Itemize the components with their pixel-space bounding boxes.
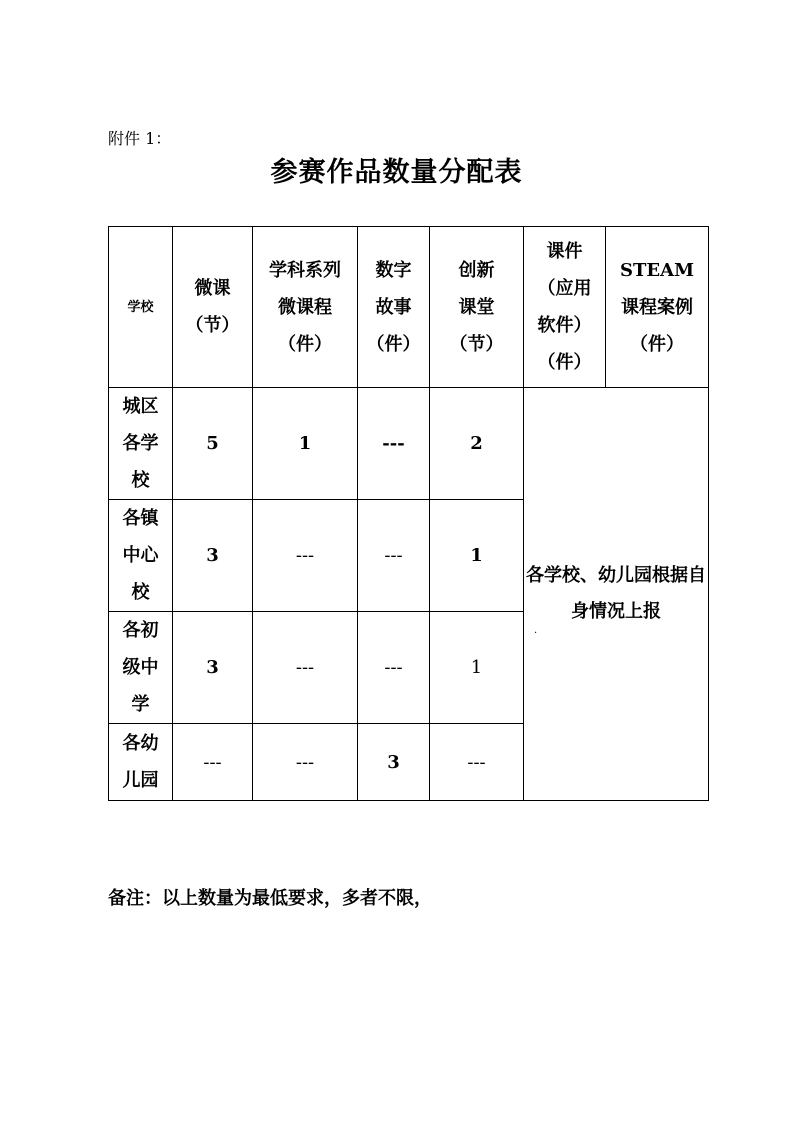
value-cell: --- bbox=[253, 724, 358, 801]
footnote: 备注：以上数量为最低要求，多者不限， bbox=[108, 888, 432, 909]
value-cell: --- bbox=[253, 612, 358, 724]
school-cell: 各初 级中 学 bbox=[109, 612, 173, 724]
merged-dot: . bbox=[534, 625, 538, 636]
header-school: 学校 bbox=[109, 227, 173, 388]
value-cell: 5 bbox=[173, 388, 253, 500]
school-cell: 各镇 中心 校 bbox=[109, 500, 173, 612]
value-cell: 3 bbox=[173, 500, 253, 612]
value-cell: 3 bbox=[173, 612, 253, 724]
value-cell: --- bbox=[430, 724, 524, 801]
value-cell: 3 bbox=[358, 724, 430, 801]
allocation-table bbox=[108, 226, 709, 801]
school-cell: 城区 各学 校 bbox=[109, 388, 173, 500]
header-steam: STEAM 课程案例 （件） bbox=[606, 227, 709, 388]
value-cell: --- bbox=[358, 388, 430, 500]
header-row bbox=[109, 227, 709, 388]
value-cell: 1 bbox=[430, 500, 524, 612]
value-cell: 2 bbox=[430, 388, 524, 500]
page-title: 参赛作品数量分配表 bbox=[270, 157, 523, 188]
value-cell: --- bbox=[173, 724, 253, 801]
value-cell: --- bbox=[358, 500, 430, 612]
value-cell: --- bbox=[358, 612, 430, 724]
header-micro-lesson: 微课 （节） bbox=[173, 227, 253, 388]
value-cell: 1 bbox=[253, 388, 358, 500]
value-cell: 1 bbox=[430, 612, 524, 724]
header-digital-story: 数字 故事 （件） bbox=[358, 227, 430, 388]
value-cell: --- bbox=[253, 500, 358, 612]
attachment-label: 附件 1： bbox=[108, 129, 172, 148]
header-courseware: 课件 （应用 软件） （件） bbox=[524, 227, 606, 388]
header-series-micro-course: 学科系列 微课程 （件） bbox=[253, 227, 358, 388]
table-row bbox=[109, 388, 709, 500]
merged-note-cell bbox=[524, 388, 709, 801]
merged-note: 各学校、幼儿园根据自身情况上报 bbox=[526, 565, 706, 622]
school-cell: 各幼 儿园 bbox=[109, 724, 173, 801]
header-innovative-class: 创新 课堂 （节） bbox=[430, 227, 524, 388]
